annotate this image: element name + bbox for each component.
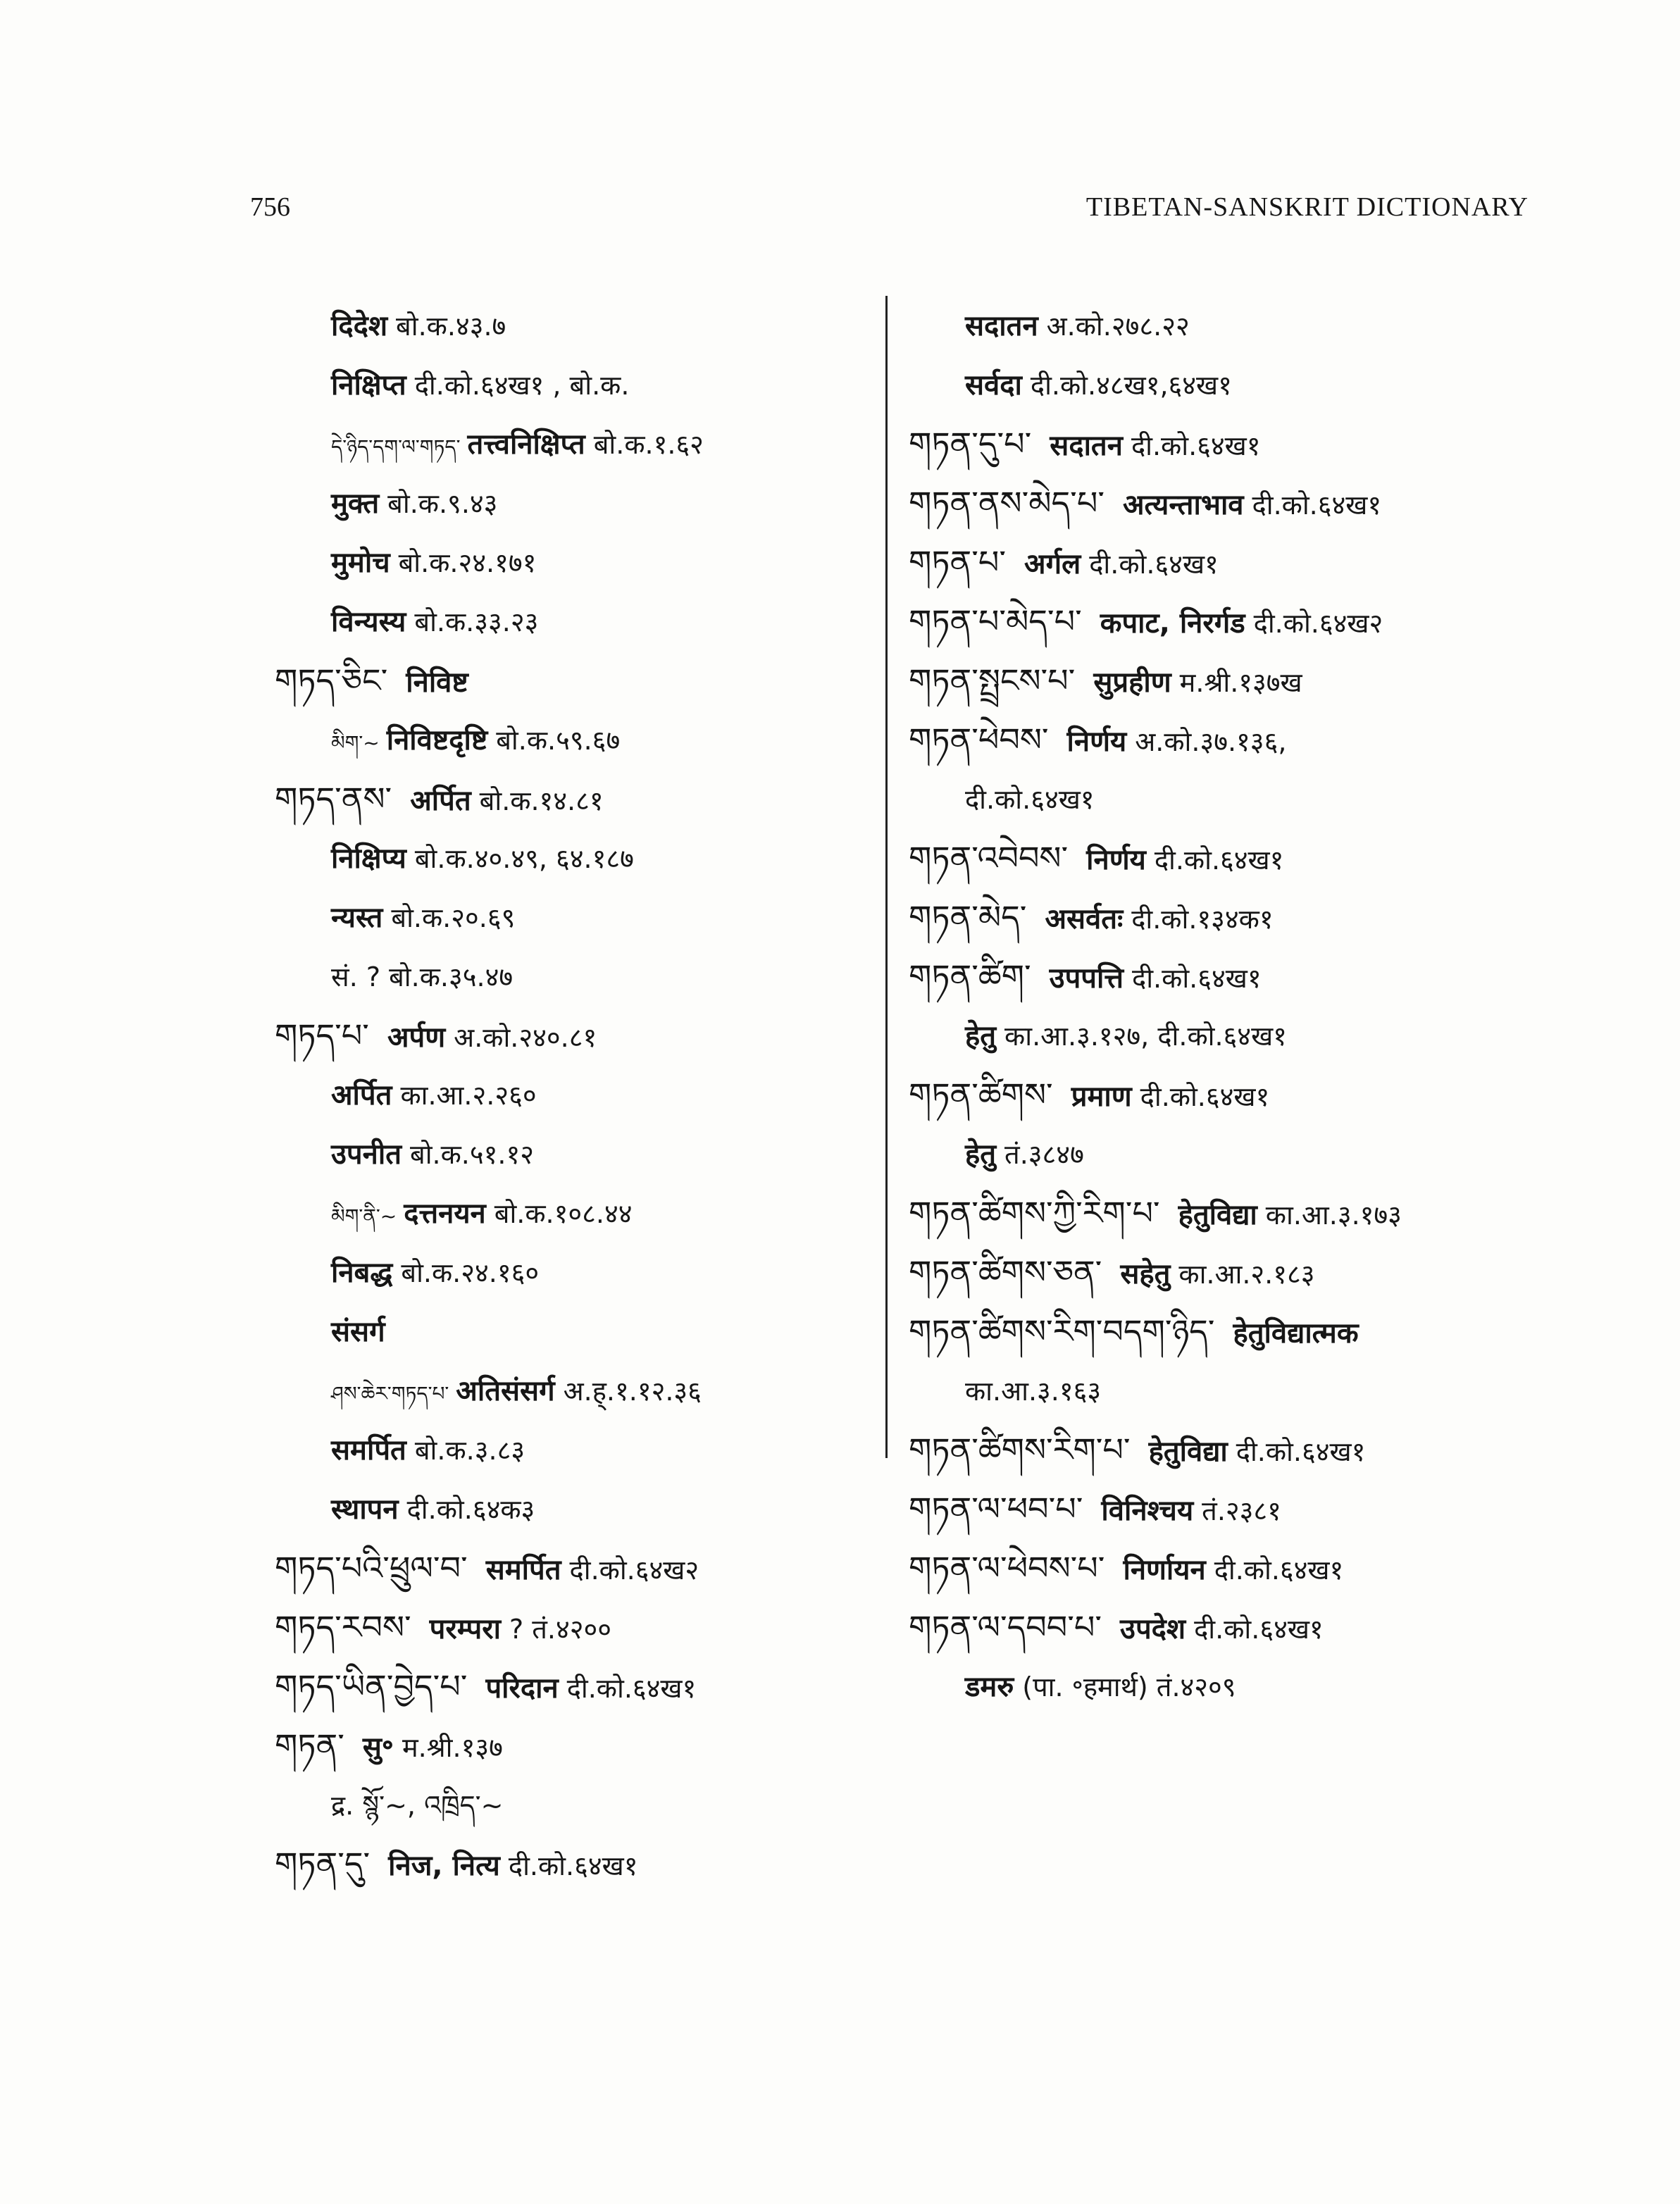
dictionary-entry (275, 1479, 852, 1538)
sanskrit-equivalent: उपदेश (1120, 1613, 1186, 1645)
dictionary-entry (909, 710, 1543, 769)
sanskrit-equivalent: अर्पण (387, 1021, 446, 1054)
source-reference: का.आ.२.२६० (400, 1080, 537, 1111)
dictionary-entry (909, 888, 1543, 947)
tibetan-headword: གཏན་ལ་ཕབ་པ་ (909, 1490, 1083, 1528)
tibetan-headword: གཏན་ཚིགས་རིག་བདག་ཉིད་ (909, 1312, 1215, 1350)
tibetan-headword: གཏད་རབས་ (275, 1608, 411, 1646)
dictionary-entry (909, 1420, 1543, 1479)
tibetan-headword: གཏད་པའི་ཕྲུལ་བ་ (275, 1549, 468, 1587)
sanskrit-equivalent: निज, नित्य (388, 1850, 500, 1882)
source-reference: दी.को.६४ख१ (1132, 963, 1262, 994)
source-reference: दी.को.६४ख१ (566, 1673, 697, 1704)
source-reference: अ.ह्.१.१२.३६ (563, 1376, 702, 1407)
dictionary-entry (275, 1657, 852, 1716)
sanskrit-equivalent: दिदेश (331, 310, 388, 342)
dictionary-entry (909, 1479, 1543, 1538)
source-reference: का.आ.३.१२७, दी.को.६४ख१ (1004, 1021, 1287, 1052)
sanskrit-equivalent: निर्णय (1086, 844, 1146, 876)
tibetan-phrase: ཤས་ཆེར་གཏད་པ་ (331, 1382, 449, 1405)
sanskrit-equivalent: निक्षिप्त (331, 369, 406, 401)
sanskrit-equivalent: निविष्ट (406, 666, 468, 699)
dictionary-entry (275, 1361, 852, 1420)
tibetan-headword: གཏན་ལ་དབབ་པ་ (909, 1608, 1102, 1646)
sanskrit-equivalent: समर्पित (485, 1554, 561, 1586)
dictionary-entry (275, 1006, 852, 1065)
dictionary-entry (275, 533, 852, 592)
dictionary-entry (909, 296, 1543, 355)
tibetan-headword: གཏད་ཡིན་བྱེད་པ་ (275, 1667, 468, 1705)
sanskrit-equivalent: न्यस्त (331, 902, 383, 934)
entry-text: का.आ.३.१६३ (965, 1376, 1102, 1407)
dictionary-entry (909, 592, 1543, 651)
dictionary-entry (909, 769, 1543, 828)
source-reference: दी.को.६४ख१ , बो.क. (414, 370, 630, 401)
sanskrit-equivalent: कपाट, निरर्गड (1100, 607, 1245, 640)
sanskrit-equivalent: सुप्रहीण (1093, 666, 1171, 699)
sanskrit-equivalent: हेतु (965, 1138, 997, 1171)
sanskrit-equivalent: समर्पित (331, 1434, 406, 1467)
dictionary-entry (275, 1598, 852, 1657)
dictionary-entry (275, 355, 852, 414)
source-reference: दी.को.४८ख१,६४ख१ (1030, 370, 1232, 401)
entry-text: सं. ? बो.क.३५.४७ (331, 961, 514, 992)
dictionary-entry (909, 1243, 1543, 1302)
sanskrit-equivalent: संसर्ग (331, 1316, 385, 1348)
tibetan-headword: གཏན་ནས་མེད་པ་ (909, 484, 1105, 522)
tibetan-headword: གཏན་ (275, 1726, 344, 1764)
sanskrit-equivalent: स्थापन (331, 1493, 399, 1526)
dictionary-entry (275, 1243, 852, 1302)
dictionary-entry (909, 651, 1543, 710)
sanskrit-equivalent: डमरु (965, 1671, 1014, 1703)
entry-text: दी.को.६४ख१ (965, 784, 1095, 815)
source-reference: दी.को.६४ख१ (1214, 1555, 1344, 1586)
dictionary-entry (275, 1302, 852, 1361)
source-reference: अ.को.२४०.८१ (454, 1022, 597, 1053)
dictionary-entry (909, 1302, 1543, 1361)
right-column (909, 296, 1543, 1716)
source-reference: का.आ.३.१७३ (1265, 1200, 1402, 1231)
sanskrit-equivalent: हेतुविद्या (1148, 1436, 1228, 1468)
source-reference: (पा. ॰हमार्थ) तं.४२०९ (1022, 1671, 1236, 1702)
sanskrit-equivalent: उपनीत (331, 1138, 402, 1171)
source-reference: बो.क.३३.२३ (414, 606, 539, 637)
dictionary-entry (909, 1361, 1543, 1420)
sanskrit-equivalent: परिदान (485, 1672, 559, 1705)
source-reference: अ.को.३७.१३६, (1135, 726, 1287, 757)
sanskrit-equivalent: हेतुविद्या (1178, 1199, 1257, 1231)
sanskrit-equivalent: निर्णायन (1123, 1554, 1206, 1586)
dictionary-entry (909, 1065, 1543, 1124)
sanskrit-equivalent: निक्षिप्य (331, 842, 406, 875)
source-reference: दी.को.६४ख१ (1140, 1081, 1270, 1112)
dictionary-entry (275, 1183, 852, 1243)
sanskrit-equivalent: अत्यन्ताभाव (1122, 489, 1244, 521)
dictionary-entry (275, 1420, 852, 1479)
tibetan-headword: གཏན་པ་མེད་པ་ (909, 602, 1082, 640)
source-reference: दी.को.६४ख१ (1154, 845, 1284, 876)
dictionary-entry (275, 888, 852, 947)
sanskrit-equivalent: मुमोच (331, 547, 390, 579)
dictionary-entry (275, 1124, 852, 1183)
sanskrit-equivalent: परम्परा (429, 1613, 501, 1645)
source-reference: बो.क.२४.१६० (401, 1257, 540, 1288)
dictionary-entry (275, 828, 852, 888)
dictionary-entry (275, 947, 852, 1006)
tibetan-headword: གཏན་ཚིག་ (909, 957, 1031, 995)
tibetan-headword: གཏན་པ་ (909, 543, 1007, 581)
source-reference: बो.क.२०.६९ (391, 902, 516, 933)
sanskrit-equivalent: निविष्टदृष्टि (386, 724, 488, 757)
source-reference: दी.को.६४ख२ (1253, 608, 1383, 639)
tibetan-headword: གཏན་དུ་པ་ (909, 425, 1032, 463)
tibetan-headword: གཏན་དུ་ (275, 1845, 371, 1883)
source-reference: दी.को.१३४क१ (1131, 904, 1274, 935)
page-number: 756 (250, 192, 290, 222)
dictionary-entry (275, 1065, 852, 1124)
sanskrit-equivalent: सु॰ (362, 1731, 394, 1764)
source-reference: दी.को.६४ख१ (1131, 430, 1261, 461)
source-reference: बो.क.२४.१७१ (398, 547, 537, 578)
source-reference: अ.को.२७८.२२ (1046, 311, 1190, 342)
dictionary-entry (909, 828, 1543, 888)
dictionary-entry (909, 1538, 1543, 1598)
source-reference: दी.को.६४ख१ (1252, 490, 1382, 521)
tibetan-headword: གཏན་ཚིགས་ཅན་ (909, 1253, 1102, 1291)
source-reference: का.आ.२.१८३ (1178, 1259, 1315, 1290)
sanskrit-equivalent: सदातन (1050, 430, 1123, 462)
tibetan-headword: གཏན་སྤྲངས་པ་ (909, 661, 1076, 699)
tibetan-headword: གཏན་འབེབས་ (909, 839, 1069, 877)
sanskrit-equivalent: सहेतु (1120, 1258, 1171, 1290)
dictionary-entry (909, 533, 1543, 592)
sanskrit-equivalent: सर्वदा (965, 369, 1022, 401)
sanskrit-equivalent: अतिसंसर्ग (456, 1375, 555, 1407)
source-reference: ? तं.४२०० (509, 1614, 611, 1645)
tibetan-headword: གཏན་ལ་ཕེབས་པ་ (909, 1549, 1105, 1587)
dictionary-entry (909, 414, 1543, 473)
source-reference: दी.को.६४ख२ (569, 1555, 699, 1586)
sanskrit-equivalent: सदातन (965, 310, 1038, 342)
sanskrit-equivalent: विन्यस्य (331, 606, 406, 638)
source-reference: बो.क.४३.७ (396, 311, 506, 342)
sanskrit-equivalent: असर्वतः (1045, 903, 1124, 935)
tibetan-headword: གཏད་ཅིང་ (275, 661, 388, 699)
running-head: TIBETAN-SANSKRIT DICTIONARY (1085, 192, 1529, 222)
tibetan-phrase: མིག་~ (331, 731, 380, 754)
source-reference: बो.क.४०.४९, ६४.१८७ (414, 843, 634, 874)
sanskrit-equivalent: हेतुविद्यात्मक (1233, 1317, 1359, 1350)
tibetan-headword: གཏན་ཚིགས་ (909, 1076, 1053, 1114)
dictionary-entry (275, 1775, 852, 1834)
dictionary-entry (909, 1657, 1543, 1716)
dictionary-entry (909, 1124, 1543, 1183)
source-reference: दी.को.६४ख१ (1089, 549, 1219, 580)
sanskrit-equivalent: दत्तनयन (404, 1197, 486, 1230)
source-reference: तं.२३८१ (1202, 1495, 1281, 1526)
source-reference: म.श्री.१३७ (402, 1732, 503, 1763)
left-column (275, 296, 852, 1893)
tibetan-headword: གཏད་ནས་ (275, 780, 392, 818)
dictionary-entry (275, 1834, 852, 1893)
tibetan-phrase: མིག་ནི་~ (331, 1204, 397, 1228)
source-reference: दी.को.६४ख१ (508, 1850, 638, 1881)
source-reference: तं.३८४७ (1004, 1139, 1084, 1170)
sanskrit-equivalent: अर्पित (410, 785, 471, 817)
column-divider (885, 296, 888, 1458)
sanskrit-equivalent: मुक्त (331, 487, 380, 520)
source-reference: बो.क.१.६२ (593, 429, 704, 460)
dictionary-entry (275, 1716, 852, 1775)
dictionary-entry (909, 1598, 1543, 1657)
source-reference: बो.क.५१.१२ (410, 1139, 535, 1170)
sanskrit-equivalent: अर्गल (1024, 548, 1081, 580)
sanskrit-equivalent: अर्पित (331, 1079, 392, 1112)
sanskrit-equivalent: निबद्ध (331, 1257, 393, 1289)
sanskrit-equivalent: विनिश्चय (1101, 1495, 1194, 1527)
source-reference: दी.को.६४ख१ (1194, 1614, 1324, 1645)
dictionary-entry (275, 769, 852, 828)
dictionary-entry (909, 473, 1543, 533)
dictionary-entry (909, 947, 1543, 1006)
dictionary-entry (275, 1538, 852, 1598)
source-reference: बो.क.३.८३ (414, 1435, 525, 1466)
dictionary-entry (275, 592, 852, 651)
source-reference: बो.क.५९.६७ (496, 725, 621, 756)
source-reference: दी.को.६४क३ (406, 1494, 535, 1525)
sanskrit-equivalent: तत्त्वनिक्षिप्त (467, 428, 585, 461)
tibetan-headword: གཏན་ཚིགས་རིག་པ་ (909, 1431, 1131, 1469)
dictionary-entry (909, 355, 1543, 414)
source-reference: बो.क.९.४३ (387, 488, 498, 519)
tibetan-headword: གཏད་པ་ (275, 1016, 369, 1054)
dictionary-entry (275, 651, 852, 710)
dictionary-entry (275, 296, 852, 355)
dictionary-entry (275, 473, 852, 533)
tibetan-headword: གཏན་ཕེབས་ (909, 721, 1049, 759)
sanskrit-equivalent: हेतु (965, 1020, 997, 1052)
source-reference: म.श्री.१३७ख (1179, 667, 1302, 698)
tibetan-headword: གཏན་མེད་ (909, 898, 1027, 936)
source-reference: दी.को.६४ख१ (1236, 1436, 1366, 1467)
sanskrit-equivalent: उपपत्ति (1049, 962, 1124, 995)
source-reference: बो.क.१४.८१ (479, 785, 604, 816)
dictionary-entry (909, 1006, 1543, 1065)
dictionary-entry (275, 710, 852, 769)
tibetan-phrase: དེ་ཉིད་དག་ལ་གཏད་ (331, 435, 461, 459)
dictionary-entry (909, 1183, 1543, 1243)
sanskrit-equivalent: निर्णय (1066, 726, 1127, 758)
dictionary-entry (275, 414, 852, 473)
source-reference: बो.क.१०८.४४ (494, 1198, 633, 1229)
entry-text: द्र. སྙོ་~, འཁྲིད་~ (331, 1790, 504, 1821)
sanskrit-equivalent: प्रमाण (1071, 1081, 1132, 1113)
tibetan-headword: གཏན་ཚིགས་ཀྱི་རིག་པ་ (909, 1194, 1160, 1232)
